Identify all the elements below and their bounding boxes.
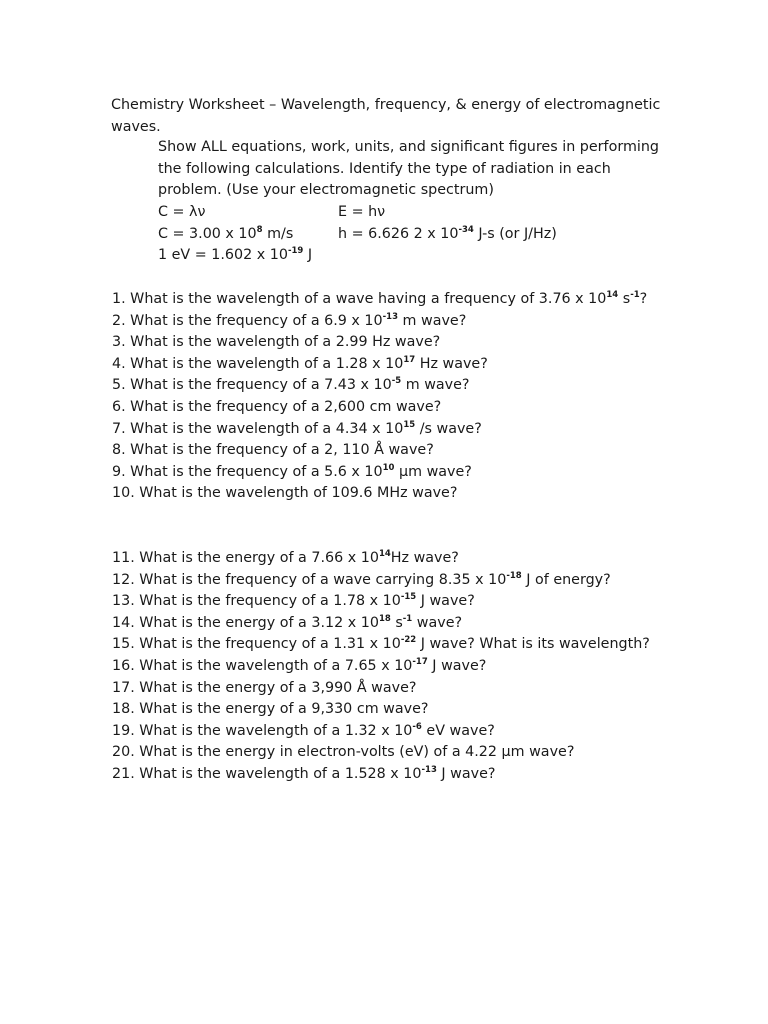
equation-c-lambda-nu: C = λν	[158, 204, 206, 220]
question-item: 10. What is the wavelength of 109.6 MHz wave?	[112, 485, 458, 502]
question-item: 19. What is the wavelength of a 1.32 x $10^{-6}$ eV wave?	[112, 721, 495, 739]
question-item: 13. What is the frequency of a 1.78 x $10^{-15}$ J wave?	[112, 592, 475, 610]
equation-e-h-nu: E = hν	[338, 204, 386, 220]
question-item: 14. What is the energy of a 3.12 x $10^{18}$ $s^{-1}$ wave?	[112, 613, 463, 631]
question-list-part2	[112, 548, 650, 786]
question-item: 12. What is the frequency of a wave carrying 8.35 x $10^{-18}$ J of energy?	[112, 570, 611, 588]
worksheet-title: Chemistry Worksheet – Wavelength, frequency, & energy of electromagnetic waves.	[111, 97, 661, 135]
question-item: 17. What is the energy of a 3,990 Å wave?	[112, 679, 417, 696]
question-list-part1	[112, 289, 647, 505]
question-item: 1. What is the wavelength of a wave having a frequency of 3.76 x $10^{14}$ $s^{-1}$?	[112, 290, 648, 307]
constant-planck: h = 6.626 2 x $10^{-34}$ J-s (or J/Hz)	[338, 225, 557, 242]
question-item: 5. What is the frequency of a 7.43 x $10^{-5}$ m wave?	[112, 376, 470, 394]
question-item: 15. What is the frequency of a 1.31 x $10^{-22}$ J wave? What is its wavelength?	[112, 635, 650, 653]
question-item: 9. What is the frequency of a 5.6 x $10^{10}$ μm wave?	[112, 462, 472, 480]
question-item: 6. What is the frequency of a 2,600 cm wave?	[112, 398, 442, 415]
instructions: Show ALL equations, work, units, and significant figures in performing the following calculations. Identify the type of radiation in each problem. (Use your electromagnetic spectrum)	[158, 139, 659, 198]
question-item: 7. What is the wavelength of a 4.34 x $10^{15}$ /s wave?	[112, 419, 482, 437]
question-item: 16. What is the wavelength of a 7.65 x $10^{-17}$ J wave?	[112, 656, 487, 674]
question-item: 4. What is the wavelength of a 1.28 x $10^{17}$ Hz wave?	[112, 354, 488, 372]
question-item: 20. What is the energy in electron-volts (eV) of a 4.22 μm wave?	[112, 744, 575, 761]
question-item: 8. What is the frequency of a 2, 110 Å wave?	[112, 442, 434, 459]
question-item: 21. What is the wavelength of a 1.528 x $10^{-13}$ J wave?	[112, 764, 496, 782]
question-item: 3. What is the wavelength of a 2.99 Hz wave?	[112, 334, 441, 351]
question-item: 2. What is the frequency of a 6.9 x $10^{-13}$ m wave?	[112, 311, 467, 329]
constant-electron-volt: 1 eV = 1.602 x $10^{-19}$ J	[158, 246, 313, 263]
constant-speed-of-light: C = 3.00 x $10^8$ m/s	[158, 225, 294, 242]
question-item: 11. What is the energy of a 7.66 x $10^{14}Hz$ wave?	[112, 549, 459, 566]
question-item: 18. What is the energy of a 9,330 cm wave?	[112, 701, 429, 718]
